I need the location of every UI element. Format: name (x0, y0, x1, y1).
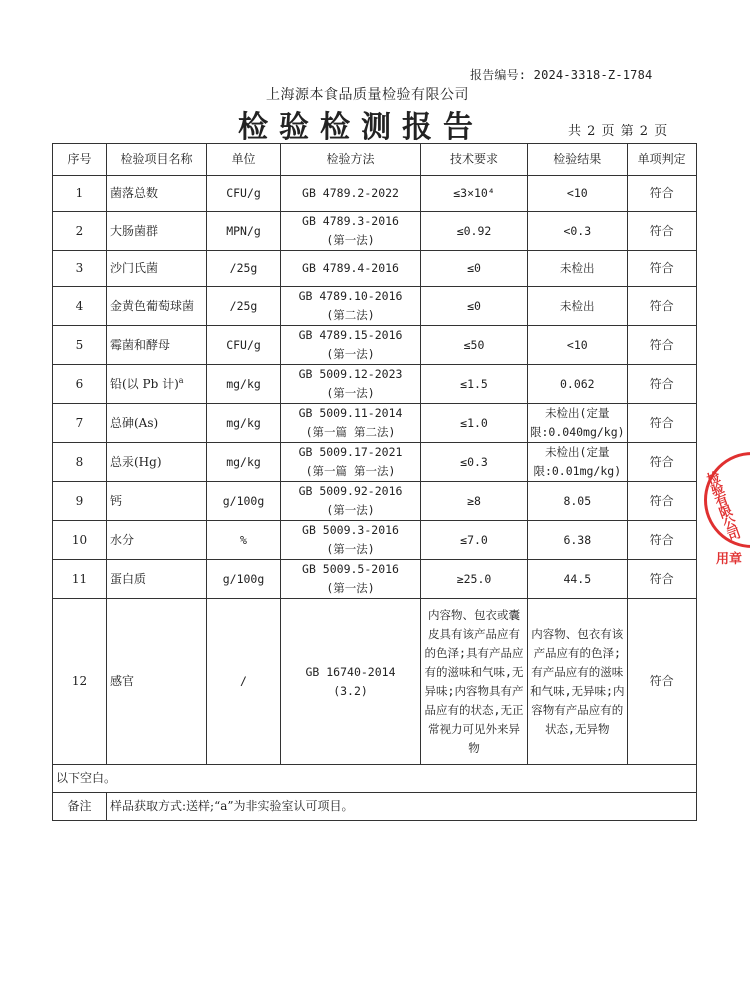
method-standard: GB 4789.4-2016 (302, 261, 399, 275)
item-name (107, 599, 207, 765)
item-name (107, 443, 207, 482)
unit: mg/kg (207, 404, 281, 443)
test-result: <10 (528, 326, 628, 365)
test-result: 内容物、包衣有该产品应有的色泽;有产品应有的滋味和气味,无异味;内容物有产品应有的状态,无异物 (528, 599, 628, 765)
unit: MPN/g (207, 212, 281, 251)
method-standard: GB 5009.17-2021 (298, 445, 403, 459)
test-result: 0.062 (528, 365, 628, 404)
test-result: 6.38 (528, 521, 628, 560)
table-row (53, 365, 697, 404)
method-clause: (第一法) (326, 233, 375, 247)
column-header: 检验项目名称 (107, 144, 207, 176)
item-verdict: 符合 (627, 404, 696, 443)
column-header: 检验结果 (528, 144, 628, 176)
test-method (281, 599, 421, 765)
page-indicator: 共 2 页 第 2 页 (568, 124, 669, 139)
seal-text-lower: 用章 (716, 552, 743, 567)
technical-requirement: 内容物、包衣或囊皮具有该产品应有的色泽;具有产品应有的滋味和气味,无异味;内容物具有产品应有的状态,无正常视力可见外来异物 (421, 599, 528, 765)
unit: / (207, 599, 281, 765)
table-header-row (53, 144, 697, 176)
table-row (53, 287, 697, 326)
row-number: 1 (53, 176, 107, 212)
technical-requirement: ≤0.92 (421, 212, 528, 251)
remarks-text: 样品获取方式:送样;“a”为非实验室认可项目。 (107, 793, 697, 821)
row-number: 10 (53, 521, 107, 560)
row-number: 7 (53, 404, 107, 443)
method-standard: GB 4789.2-2022 (302, 186, 399, 200)
blank-note-row (53, 765, 697, 793)
method-standard: GB 5009.3-2016 (302, 523, 399, 537)
remarks-label: 备注 (53, 793, 107, 821)
column-header: 技术要求 (421, 144, 528, 176)
test-result: <0.3 (528, 212, 628, 251)
technical-requirement: ≤0 (421, 287, 528, 326)
test-method (281, 251, 421, 287)
technical-requirement: ≤50 (421, 326, 528, 365)
unit: CFU/g (207, 176, 281, 212)
technical-requirement: ≤1.0 (421, 404, 528, 443)
method-standard: GB 5009.92-2016 (298, 484, 403, 498)
row-number: 6 (53, 365, 107, 404)
table-row (53, 599, 697, 765)
method-clause: (第一篇 第二法) (305, 425, 396, 439)
item-name (107, 326, 207, 365)
test-method (281, 287, 421, 326)
item-verdict: 符合 (627, 251, 696, 287)
unit: % (207, 521, 281, 560)
table-row (53, 212, 697, 251)
item-verdict: 符合 (627, 599, 696, 765)
item-verdict: 符合 (627, 443, 696, 482)
item-name (107, 482, 207, 521)
row-number: 9 (53, 482, 107, 521)
method-clause: (第一法) (326, 581, 375, 595)
technical-requirement: ≤0 (421, 251, 528, 287)
test-method (281, 365, 421, 404)
technical-requirement: ≥8 (421, 482, 528, 521)
item-name (107, 560, 207, 599)
technical-requirement: ≤1.5 (421, 365, 528, 404)
item-verdict: 符合 (627, 560, 696, 599)
method-standard: GB 16740-2014 (305, 664, 396, 679)
method-clause: (第一法) (326, 503, 375, 517)
test-method (281, 560, 421, 599)
item-name-text: 大肠菌群 (110, 223, 159, 238)
remarks-row (53, 793, 697, 821)
item-footnote-marker: a (178, 375, 184, 385)
technical-requirement: ≤3×10⁴ (421, 176, 528, 212)
item-verdict: 符合 (627, 365, 696, 404)
report-title: 检验检测报告 (238, 110, 484, 145)
item-name-text: 钙 (110, 493, 123, 508)
method-clause: (第二法) (326, 308, 375, 322)
item-name-text: 金黄色葡萄球菌 (110, 298, 195, 313)
unit: /25g (207, 287, 281, 326)
table-row (53, 443, 697, 482)
test-method (281, 443, 421, 482)
row-number: 4 (53, 287, 107, 326)
row-number: 8 (53, 443, 107, 482)
method-standard: GB 5009.5-2016 (302, 562, 399, 576)
item-name-text: 感官 (110, 674, 135, 688)
item-name-text: 沙门氏菌 (110, 261, 159, 275)
test-result: <10 (528, 176, 628, 212)
item-verdict: 符合 (627, 212, 696, 251)
column-header: 单项判定 (627, 144, 696, 176)
table-row (53, 521, 697, 560)
item-name (107, 404, 207, 443)
item-name-text: 铅(以 Pb 计) (110, 376, 179, 391)
company-name: 上海源本食品质量检验有限公司 (266, 87, 469, 103)
row-number: 5 (53, 326, 107, 365)
column-header: 检验方法 (281, 144, 421, 176)
method-standard: GB 5009.11-2014 (298, 406, 403, 420)
test-result: 未检出 (528, 251, 628, 287)
item-name (107, 251, 207, 287)
row-number: 12 (53, 599, 107, 765)
row-number: 3 (53, 251, 107, 287)
item-name (107, 176, 207, 212)
item-name (107, 521, 207, 560)
item-name (107, 287, 207, 326)
test-result: 未检出(定量限:0.01mg/kg) (528, 443, 628, 482)
item-name-text: 霉菌和酵母 (110, 337, 171, 352)
table-row (53, 482, 697, 521)
column-header: 单位 (207, 144, 281, 176)
table-row (53, 251, 697, 287)
seal-text: 检验有限公司 (702, 469, 741, 543)
unit: g/100g (207, 560, 281, 599)
item-verdict: 符合 (627, 482, 696, 521)
table-row (53, 404, 697, 443)
table-row (53, 326, 697, 365)
report-number: 报告编号: 2024-3318-Z-1784 (470, 68, 653, 82)
item-name-text: 蛋白质 (110, 571, 147, 586)
method-clause: (3.2) (333, 683, 368, 698)
method-clause: (第一法) (326, 542, 375, 556)
item-name (107, 212, 207, 251)
test-result: 未检出 (528, 287, 628, 326)
method-standard: GB 4789.3-2016 (302, 214, 399, 228)
technical-requirement: ≤0.3 (421, 443, 528, 482)
test-method (281, 404, 421, 443)
item-verdict: 符合 (627, 326, 696, 365)
method-standard: GB 4789.15-2016 (298, 328, 403, 342)
technical-requirement: ≥25.0 (421, 560, 528, 599)
row-number: 11 (53, 560, 107, 599)
item-name-text: 菌落总数 (110, 186, 159, 200)
table-row (53, 176, 697, 212)
inspection-results-table (52, 143, 697, 821)
test-method (281, 482, 421, 521)
test-method (281, 521, 421, 560)
item-name-text: 总汞(Hg) (110, 454, 162, 469)
item-verdict: 符合 (627, 521, 696, 560)
item-name-text: 总砷(As) (110, 415, 159, 430)
unit: mg/kg (207, 443, 281, 482)
unit: g/100g (207, 482, 281, 521)
technical-requirement: ≤7.0 (421, 521, 528, 560)
test-method (281, 212, 421, 251)
test-result: 未检出(定量限:0.040mg/kg) (528, 404, 628, 443)
test-method (281, 326, 421, 365)
item-verdict: 符合 (627, 287, 696, 326)
item-name-text: 水分 (110, 532, 135, 547)
blank-note: 以下空白。 (53, 765, 697, 793)
method-clause: (第一法) (326, 347, 375, 361)
test-method (281, 176, 421, 212)
column-header: 序号 (53, 144, 107, 176)
unit: mg/kg (207, 365, 281, 404)
method-clause: (第一篇 第一法) (305, 464, 396, 478)
row-number: 2 (53, 212, 107, 251)
table-row (53, 560, 697, 599)
unit: CFU/g (207, 326, 281, 365)
item-name (107, 365, 207, 404)
unit: /25g (207, 251, 281, 287)
method-standard: GB 5009.12-2023 (298, 367, 403, 381)
method-standard: GB 4789.10-2016 (298, 289, 403, 303)
item-verdict: 符合 (627, 176, 696, 212)
method-clause: (第一法) (326, 386, 375, 400)
test-result: 44.5 (528, 560, 628, 599)
test-result: 8.05 (528, 482, 628, 521)
